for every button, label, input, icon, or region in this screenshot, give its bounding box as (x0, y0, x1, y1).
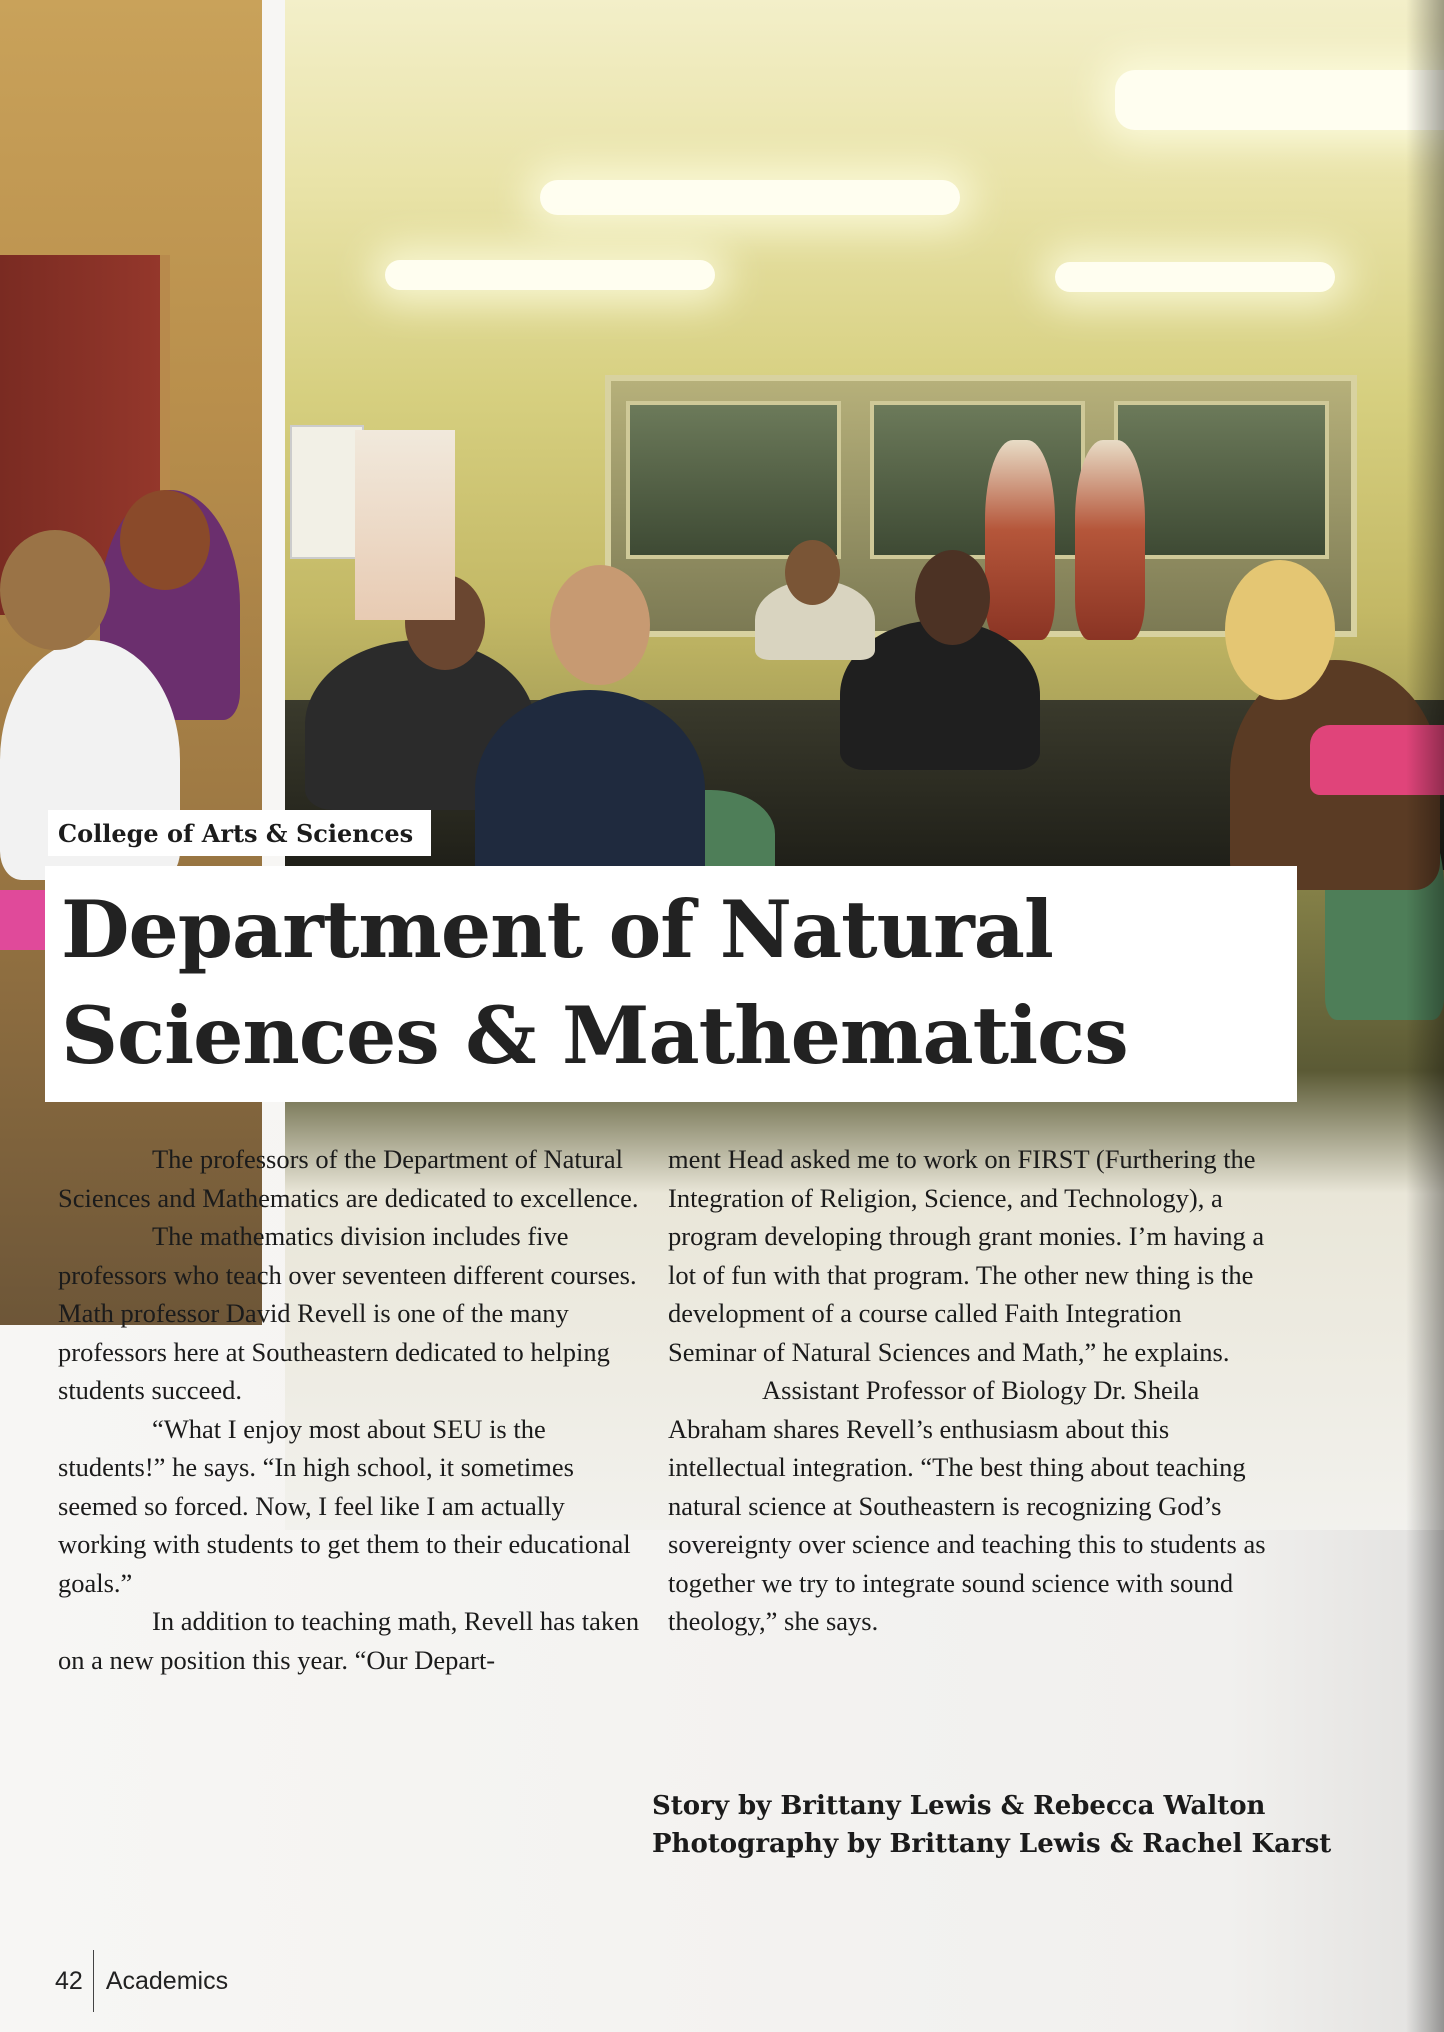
page-number: 42 (55, 1966, 83, 1995)
ceiling-light (1115, 70, 1444, 130)
ceiling-light (540, 180, 960, 215)
student-head (0, 530, 110, 650)
ceiling-light (1055, 262, 1335, 292)
student-head (1225, 560, 1335, 700)
cabinet-pane (626, 401, 841, 559)
credits (652, 1787, 1331, 1863)
paragraph: ment Head asked me to work on FIRST (Furthering the Integration of Religion, Science, and Technology), a program developing through grant monies. I’m having a lot of fun with that program. The other new thing is the development of a course called Faith Integration Seminar of Natural Sciences and Math,” he explains. (668, 1144, 1265, 1367)
student-head (915, 550, 990, 645)
page-edge-shadow (1406, 0, 1444, 2032)
paragraph: The professors of the Department of Natural Sciences and Mathematics are dedicated to excellence. (58, 1144, 639, 1213)
ceiling-light (385, 260, 715, 290)
anatomy-model (985, 440, 1055, 640)
student-head (120, 490, 210, 590)
student-head (785, 540, 840, 605)
article-column-2 (668, 1140, 1268, 1641)
paragraph: The mathematics division includes five professors who teach over seventeen different courses. Math professor David Revell is one of the many professors here at Southeastern dedicated to helping students succeed. (58, 1221, 637, 1405)
photography-credit: Photography by Brittany Lewis & Rachel Karst (652, 1829, 1332, 1859)
paragraph: “What I enjoy most about SEU is the students!” he says. “In high school, it sometimes seemed so forced. Now, I feel like I am actually working with students to get them to their educational goals.” (58, 1413, 631, 1598)
cabinet-pane (1114, 401, 1329, 559)
eye-chart-poster (290, 425, 364, 559)
title-line-2: Sciences & Mathematics (61, 989, 1128, 1082)
article-column-1 (58, 1140, 643, 1679)
story-credit: Story by Brittany Lewis & Rebecca Walton (652, 1791, 1266, 1821)
paragraph: Assistant Professor of Biology Dr. Sheila Abraham shares Revell’s enthusiasm about this intellectual integration. “The best thing about teaching natural science at Southeastern is recognizing God’s sovereignty over science and teaching this to students as together we try to integrate sound science with sound theology,” she says. (668, 1375, 1266, 1636)
page-title (45, 866, 1297, 1102)
student-figure (475, 690, 705, 890)
title-line-1: Department of Natural (61, 883, 1053, 976)
folio-divider (93, 1950, 94, 2012)
folio-section: Academics (105, 1966, 229, 1995)
anatomy-model (1075, 440, 1145, 640)
pink-object (0, 890, 50, 950)
anatomy-poster (355, 430, 455, 620)
student-head (550, 565, 650, 685)
folio (55, 1950, 228, 2012)
section-label: College of Arts & Sciences (48, 810, 431, 856)
paragraph: In addition to teaching math, Revell has taken on a new position this year. “Our Depart- (58, 1606, 640, 1675)
classroom-photo-left (0, 0, 262, 1325)
